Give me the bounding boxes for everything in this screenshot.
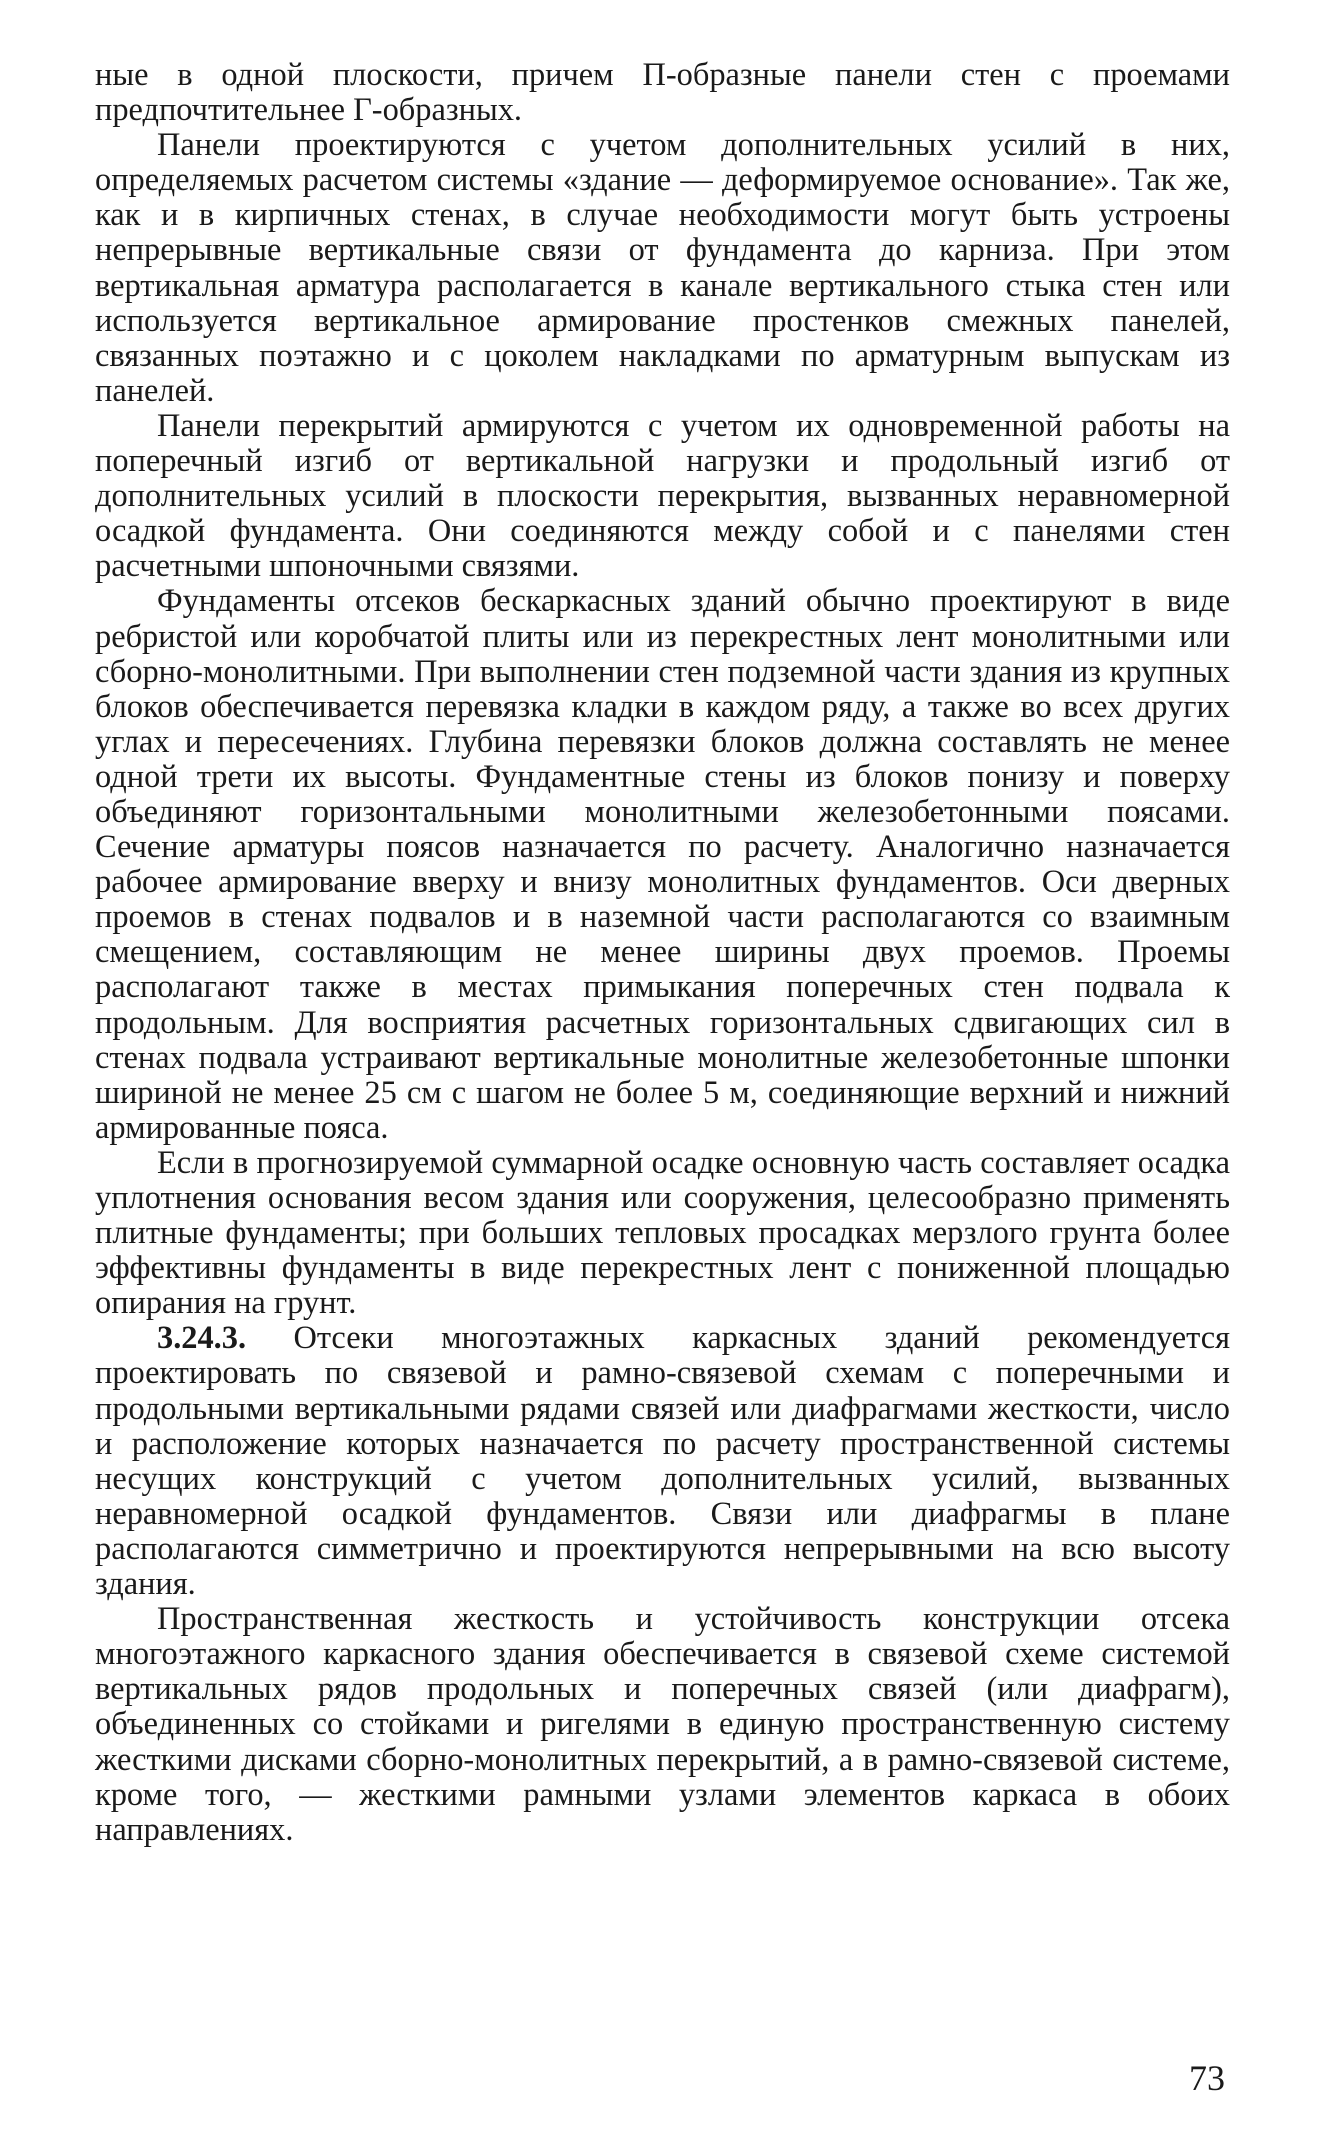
- section-number: 3.24.3.: [157, 1320, 247, 1357]
- page-text: [95, 58, 1230, 1848]
- paragraph-7: Пространственная жесткость и устойчивость конструкции отсека многоэтажного каркасного здания обеспечивается в связевой схеме системой вертикальных рядов продольных и поперечных связей (или диафрагм), объединенных со стойками и ригелями в единую пространственную систему жесткими дисками сборно-монолитных перекрытий, а в рамно-связевой системе, кроме того, — жесткими рамными узлами элементов каркаса в обоих направлениях.: [95, 1601, 1230, 1848]
- page-number: 73: [1189, 2058, 1225, 2098]
- paragraph-1: ные в одной плоскости, причем П-образные панели стен с проемами предпочтительнее Г-образных.: [95, 57, 1230, 129]
- paragraph-6-text: Отсеки многоэтажных каркасных зданий рекомендуется проектировать по связевой и рамно-связевой схемам с поперечными и продольными вертикальными рядами связей или диафрагмами жесткости, число и расположение которых назначается по расчету пространственной системы несущих конструкций с учетом дополнительных усилий, вызванных неравномерной осадкой фундаментов. Связи или диафрагмы в плане располагаются симметрично и проектируются непрерывными на всю высоту здания.: [95, 1320, 1230, 1603]
- paragraph-4: Фундаменты отсеков бескаркасных зданий обычно проектируют в виде ребристой или коробчатой плиты или из перекрестных лент монолитными или сборно-монолитными. При выполнении стен подземной части здания из крупных блоков обеспечивается перевязка кладки в каждом ряду, а также во всех других углах и пересечениях. Глубина перевязки блоков должна составлять не менее одной трети их высоты. Фундаментные стены из блоков понизу и поверху объединяют горизонтальными монолитными железобетонными поясами. Сечение арматуры поясов назначается по расчету. Аналогично назначается рабочее армирование вверху и внизу монолитных фундаментов. Оси дверных проемов в стенах подвалов и в наземной части располагаются со взаимным смещением, составляющим не менее ширины двух проемов. Проемы располагают также в местах примыкания поперечных стен подвала к продольным. Для восприятия расчетных горизонтальных сдвигающих сил в стенах подвала устраивают вертикальные монолитные железобетонные шпонки шириной не менее 25 см с шагом не более 5 м, соединяющие верхний и нижний армированные пояса.: [95, 583, 1230, 1146]
- paragraph-5: Если в прогнозируемой суммарной осадке основную часть составляет осадка уплотнения основания весом здания или сооружения, целесообразно применять плитные фундаменты; при больших тепловых просадках мерзлого грунта более эффективны фундаменты в виде перекрестных лент с пониженной площадью опирания на грунт.: [95, 1144, 1230, 1322]
- paragraph-2: Панели проектируются с учетом дополнительных усилий в них, определяемых расчетом системы «здание — деформируемое основание». Так же, как и в кирпичных стенах, в случае необходимости могут быть устроены непрерывные вертикальные связи от фундамента до карниза. При этом вертикальная арматура располагается в канале вертикального стыка стен или используется вертикальное армирование простенков смежных панелей, связанных поэтажно и с цоколем накладками по арматурным выпускам из панелей.: [95, 127, 1230, 409]
- paragraph-3: Панели перекрытий армируются с учетом их одновременной работы на поперечный изгиб от вертикальной нагрузки и продольный изгиб от дополнительных усилий в плоскости перекрытия, вызванных неравномерной осадкой фундамента. Они соединяются между собой и с панелями стен расчетными шпоночными связями.: [95, 407, 1230, 585]
- paragraph-6: [95, 1321, 1230, 1602]
